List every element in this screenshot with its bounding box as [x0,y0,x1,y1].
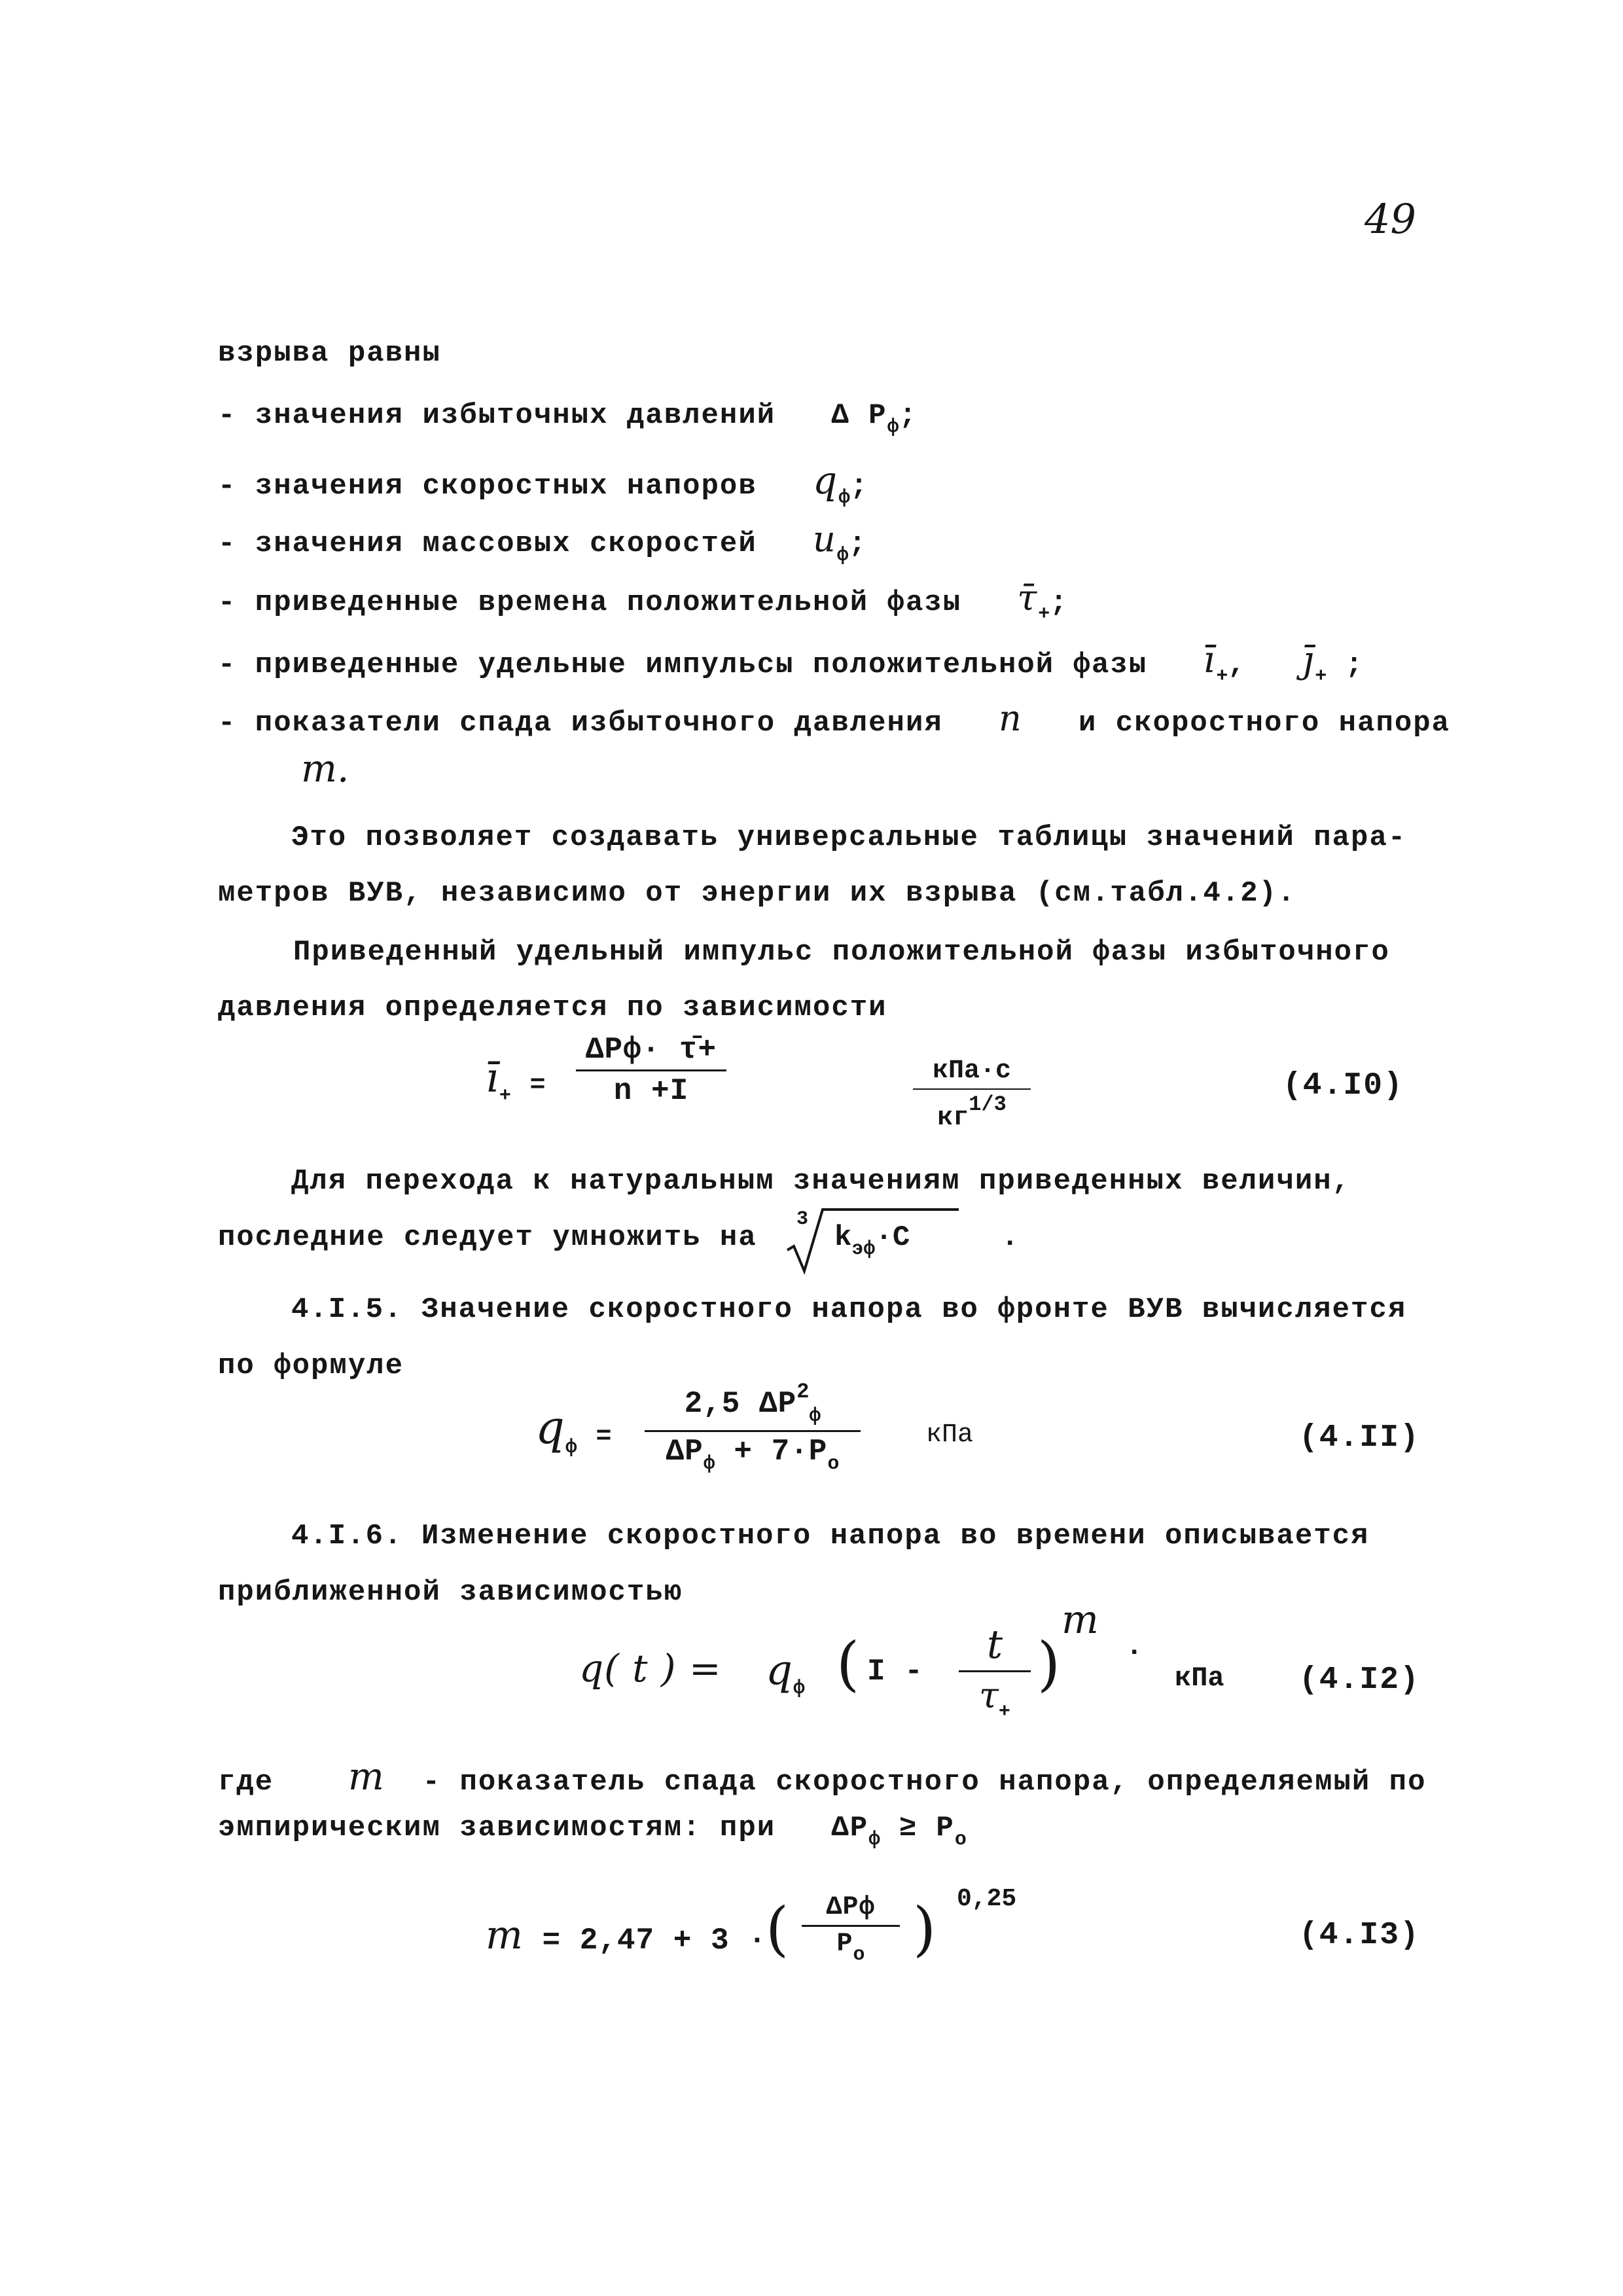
list-item: - значения избыточных давлений Δ $P_ф$; [218,399,918,439]
equation-4-12-label: (4.I2) [1299,1662,1420,1698]
section-4-1-6-line: 4.I.6. Изменение скоростного напора во времени описывается [291,1520,1370,1552]
list-item: - приведенные удельные импульсы положительной фазы $ī_+$, $j̄_+$ ; [218,639,1364,688]
equation-4-10-label: (4.I0) [1283,1068,1404,1103]
paragraph-line: последние следует умножить на [218,1221,757,1254]
equation-4-12-open-paren: ( [836,1630,860,1698]
intro-lead: взрыва равны [218,337,441,370]
equation-4-12-power: m [1061,1597,1099,1643]
equation-4-11-label: (4.II) [1299,1420,1420,1456]
page-number: 49 [1364,195,1416,243]
section-4-1-5-line: 4.I.5. Значение скоростного напора во фронте ВУВ вычисляется [291,1293,1407,1326]
equation-4-13-label: (4.I3) [1299,1918,1420,1953]
equation-4-11-unit: кПа [926,1420,974,1450]
equation-4-12-one: I - [867,1655,923,1689]
equation-4-12-dot: · [1126,1636,1143,1669]
sentence-end: . [1001,1221,1020,1254]
list-item: - значения скоростных напоров $q_ф$; [218,458,869,509]
equation-4-10-unit: кПа·с $кг^{1/3}$ [913,1056,1031,1133]
paragraph-line: Это позволяет создавать универсальные таблицы значений пара- [291,821,1407,854]
equation-4-13-fraction: ΔPф $P_o$ [802,1893,900,1966]
list-item-continuation: m. [301,746,349,791]
equation-4-10-lhs: $ī_+$ = [486,1054,546,1107]
paragraph-line: Для перехода к натуральным значениям приведенных величин, [291,1165,1351,1198]
equation-4-11-fraction: 2,5 $\Delta P^2_ф$ $\Delta P_ф + 7\cdot P_o$ [645,1380,861,1475]
section-4-1-6-line: приближенной зависимостью [218,1576,683,1609]
equation-4-10-fraction: ΔPф· τ̄+ n +I [576,1033,726,1108]
equation-4-13-power: 0,25 [957,1885,1017,1913]
equation-4-12-lhs: q( t ) = [579,1646,722,1691]
paragraph-line: Приведенный удельный импульс положительной фазы избыточного [293,936,1390,969]
equation-4-13-open-paren: ( [766,1895,789,1964]
equation-4-13-close-paren: ) [913,1895,936,1964]
section-4-1-5-line: по формуле [218,1350,404,1382]
equation-4-12-fraction: t τ+ [959,1622,1031,1723]
symbol-delta-p: Δ P [831,399,887,432]
where-line: эмпирическим зависимостям: при $\Delta P_ф \ge P_o$ [218,1812,967,1851]
cube-root-expression: 3 $k_{эф}\cdot C$ [782,1204,965,1276]
where-line: где m - показатель спада скоростного напора, определяемый по [218,1754,1427,1799]
equation-4-13-lhs: m = 2,47 + 3 · [486,1912,767,1958]
equation-4-12-unit: кПа [1175,1662,1224,1694]
paragraph-line: давления определяется по зависимости [218,992,887,1024]
list-item: - значения массовых скоростей $u_ф$; [218,518,868,567]
equation-4-12-rhs: $q_ф$ [766,1646,805,1700]
list-item: - приведенные времена положительной фазы $\taū_+$; [218,577,1069,626]
equation-4-11-lhs: $q_ф$ = [535,1401,613,1459]
paragraph-line: метров ВУВ, независимо от энергии их взрыва (см.табл.4.2). [218,877,1296,910]
equation-4-12-close-paren: ) [1037,1630,1061,1698]
list-item: - показатели спада избыточного давления n и скоростного напора [218,698,1451,740]
